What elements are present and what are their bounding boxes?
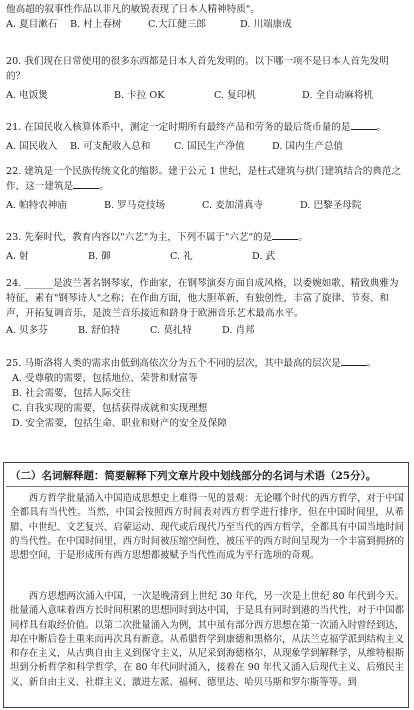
- passage-paragraph-1: 西方哲学批量涌入中国造成思想史上难得一见的景观：无论哪个时代的西方哲学，对于中国全都具有当代性。当然，中国会按照西方时间表对西方哲学进行排序，但在中国时间里，从希腊、中世纪、文艺复兴、启蒙运动、现代或后现代乃至当代的西方哲学，全都具有中国当地时间的当代性。在中国时间里，西方时间被压缩空间性，被压平的西方时间呈现为一个丰富到拥挤的思想空间，于是形成所有西方思想都被赋予当代性而成为平行选项的奇观。: [10, 493, 404, 562]
- answer-blank[interactable]: [73, 179, 99, 189]
- question-23-text: 23. 先秦时代，教育内容以"六艺"为主，下列不属于"六艺"的是: [6, 232, 273, 243]
- question-22-line: 22. 建筑是一个民族传统文化的缩影。建于公元 1 世纪，是柱式建筑与拱门建筑结合的典范之作，这一建筑是 。: [6, 166, 402, 192]
- question-19-options: [6, 17, 408, 32]
- answer-blank[interactable]: [341, 356, 367, 366]
- option-b[interactable]: B. 御: [88, 251, 111, 262]
- question-21-text: 21. 在国民收入核算体系中，测定一定时期所有最终产品和劳务的最后货币量的是: [6, 122, 351, 133]
- option-b[interactable]: B. 舒伯特: [78, 325, 120, 336]
- option-b[interactable]: B. 村上春树: [70, 19, 122, 30]
- question-21-options: [6, 139, 408, 154]
- option-b[interactable]: B. 罗马竞技场: [104, 200, 166, 211]
- question-23-line: 23. 先秦时代，教育内容以"六艺"为主，下列不属于"六艺"的是 。: [6, 232, 308, 243]
- question-21-line: 21. 在国民收入核算体系中，测定一定时期所有最终产品和劳务的最后货币量的是 。: [6, 122, 387, 133]
- question-24: [6, 276, 408, 338]
- question-24-text: 24. ______是波兰著名钢琴家，作曲家，在钢琴演奏方面自成风格，以委婉如歌、精致典雅为特征，素有"钢琴诗人"之称；在作曲方面，他大胆革新，有独创性，丰富了旋律、节奏、和声，开拓复调音乐，是波兰音乐接近和跻身于欧洲音乐艺术最高水平。: [6, 278, 399, 319]
- question-25-line: 25. 马斯洛将人类的需求由低到高依次分为五个不同的层次，其中最高的层次是 。: [6, 358, 377, 369]
- question-20-text: 20. 我们现在日常使用的很多东西都是日本人首先发明的。以下哪一项不是日本人首先发明的？: [6, 56, 389, 82]
- option-a[interactable]: A. 国民收入: [6, 141, 58, 152]
- option-c[interactable]: C.大江健三郎: [148, 19, 207, 30]
- question-24-options: [6, 323, 408, 338]
- option-c[interactable]: C. 自我实现的需要，包括获得成就和实现理想: [12, 403, 208, 414]
- question-22: [6, 164, 408, 213]
- question-19: [6, 2, 408, 32]
- option-b[interactable]: B. 社会需要，包括人际交往: [12, 388, 131, 399]
- option-c[interactable]: C. 复印机: [214, 90, 256, 101]
- option-c[interactable]: C. 礼: [170, 251, 193, 262]
- option-d[interactable]: D. 川端康成: [240, 19, 292, 30]
- option-c[interactable]: C. 国民生产净值: [174, 141, 245, 152]
- option-d[interactable]: D. 巴黎圣母院: [300, 200, 362, 211]
- passage-paragraph-2: 西方思想两次涌入中国，一次是晚清到上世纪 30 年代，另一次是上世纪 80 年代到今天。批量涌入意味着西方长时间积累的思想同时到达中国，于是具有同时到港的当代性，对于中国都同样具有取经价值。以第二次批量涌入为例，其中虽有部分西方思想在第一次涌入时曾经到达，却在中断后卷土重来而再次具有新意。从希腊哲学到康德和黑格尔，从法兰克福学派到结构主义和存在主义，从古典自由主义到保守主义，从尼采到海德格尔，从现象学到解释学，从维特根斯坦到分析哲学和科学哲学，在 80 年代同时涌入，接着在 90 年代又涌入后现代主义、后殖民主义、新自由主义、社群主义、激进左派、福柯、德里达、哈贝马斯和罗尔斯等等。到: [10, 591, 404, 688]
- option-c[interactable]: C. 莫扎特: [150, 325, 192, 336]
- question-25-text: 25. 马斯洛将人类的需求由低到高依次分为五个不同的层次，其中最高的层次是: [6, 358, 341, 369]
- question-20: [6, 54, 408, 103]
- option-d[interactable]: D. 肖邦: [222, 325, 255, 336]
- option-b[interactable]: B. 可支配收入总和: [70, 141, 151, 152]
- option-a[interactable]: A. 帕特农神庙: [6, 200, 67, 211]
- option-c[interactable]: C. 麦加清真寺: [202, 200, 264, 211]
- answer-blank[interactable]: [272, 230, 298, 240]
- question-23-options: [6, 249, 408, 264]
- option-d[interactable]: D. 安全需要，包括生命、职业和财产的安全及保障: [12, 418, 227, 429]
- answer-blank[interactable]: [351, 120, 377, 130]
- section-2-title: （二）名词解释题：简要解释下列文章片段中划线部分的名词与术语（25分）。: [10, 470, 377, 482]
- question-23: [6, 230, 408, 264]
- question-22-text: 22. 建筑是一个民族传统文化的缩影。建于公元 1 世纪，是柱式建筑与拱门建筑结合的典范之作，这一建筑是: [6, 166, 402, 192]
- question-22-options: [6, 198, 408, 213]
- option-d[interactable]: D. 国内生产总值: [272, 141, 344, 152]
- option-d[interactable]: D. 武: [252, 251, 276, 262]
- option-a[interactable]: A. 射: [6, 251, 29, 262]
- option-a[interactable]: A. 电饭煲: [6, 90, 48, 101]
- question-25-options: [12, 371, 408, 431]
- question-25: [6, 356, 408, 431]
- option-a[interactable]: A. 贝多芬: [6, 325, 48, 336]
- section-divider: [6, 486, 408, 487]
- question-19-tail: 他高超的叙事性作品以非凡的敏锐表现了日本人精神特质"。: [6, 4, 260, 15]
- option-b[interactable]: B. 卡拉 OK: [114, 90, 165, 101]
- question-21: [6, 120, 408, 154]
- option-a[interactable]: A. 夏目漱石: [6, 19, 58, 30]
- question-20-options: [6, 88, 408, 103]
- option-a[interactable]: A. 受尊敬的需要，包括地位、荣誉和财富等: [12, 373, 198, 384]
- option-d[interactable]: D. 全自动麻将机: [302, 90, 374, 101]
